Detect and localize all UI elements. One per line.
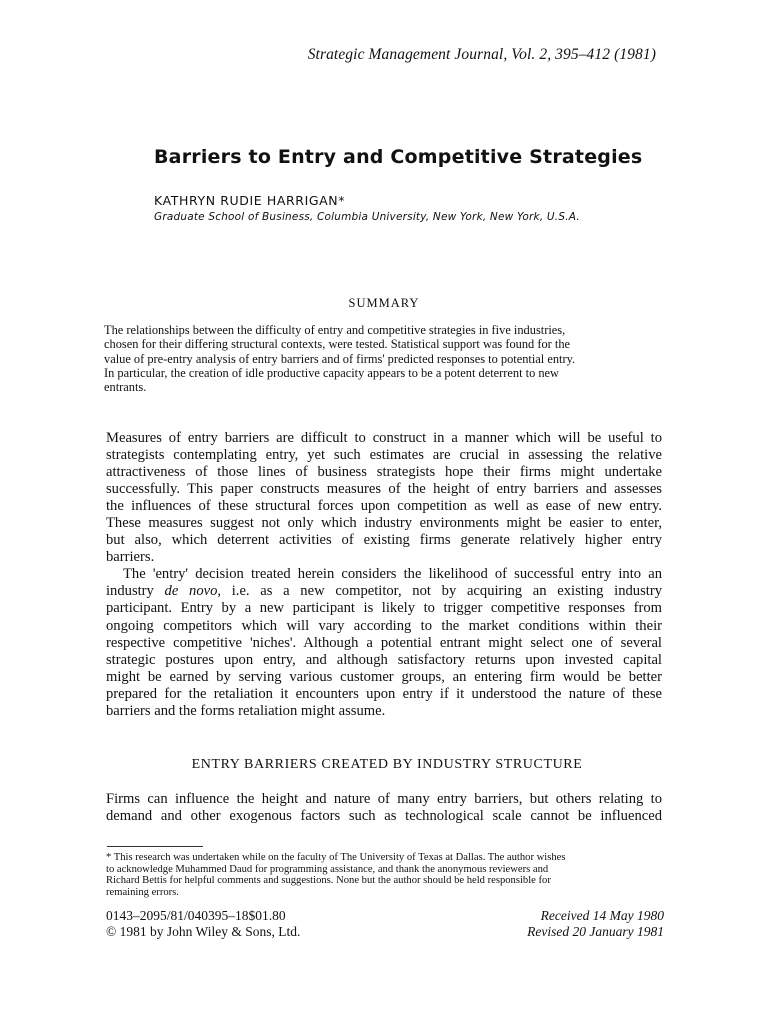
body-intro (106, 430, 662, 720)
abstract-line: In particular, the creation of idle productive capacity appears to be a potent deterrent to new (104, 365, 560, 380)
paragraph2-line: respective competitive 'niches'. Although a potential entrant might select one of several (106, 634, 662, 651)
footnote (106, 852, 664, 899)
paragraph1-line: successfully. This paper constructs measures of the height of entry barriers and assesses (106, 481, 662, 498)
abstract-line: chosen for their differing structural contexts, were tested. Statistical support was found for the (104, 337, 571, 352)
abstract-line: The relationships between the difficulty of entry and competitive strategies in five industries, (104, 323, 566, 337)
summary-heading: SUMMARY (348, 296, 420, 310)
revised-date: Revised 20 January 1981 (527, 924, 664, 939)
paragraph1-line: barriers. (106, 549, 155, 566)
journal-citation-header: Strategic Management Journal, Vol. 2, 395–412 (1981) (307, 46, 656, 63)
paragraph2-line: strategic postures upon entry, and although satisfactory returns upon invested capital (106, 651, 662, 668)
paragraph2-line: ongoing competitors which will vary according to the market conditions within their (106, 617, 662, 634)
paragraph1-line: attractiveness of those lines of business strategists hope their firms might undertake (106, 464, 662, 481)
footnote-line: Richard Bettis for helpful comments and suggestions. None but the author should be held responsible for (106, 875, 551, 887)
abstract-line: entrants. (104, 380, 147, 395)
paragraph3-line: demand and other exogenous factors such as technological scale cannot be influenced (106, 808, 662, 825)
footnote-line: to acknowledge Muhammed Daud for programming assistance, and thank the anonymous reviewers and (106, 863, 549, 875)
italic-term: de novo (164, 583, 218, 600)
text-run: industry (106, 583, 165, 600)
paragraph2-line: barriers and the forms retaliation might assume. (106, 702, 386, 719)
article-author: KATHRYN RUDIE HARRIGAN* (154, 193, 346, 208)
paragraph2-line (106, 583, 662, 600)
paragraph2-line: The 'entry' decision treated herein considers the likelihood of successful entry into an (123, 566, 662, 583)
paragraph1-line: These measures suggest not only which industry environments might be easier to enter, (106, 515, 662, 532)
copyright-notice: © 1981 by John Wiley & Sons, Ltd. (106, 924, 301, 939)
author-affiliation: Graduate School of Business, Columbia University, New York, New York, U.S.A. (154, 211, 580, 223)
received-date: Received 14 May 1980 (540, 908, 664, 923)
paragraph1-line: strategists contemplating entry, yet such estimates are crucial in assessing the relative (106, 447, 662, 464)
footnote-divider (107, 846, 203, 847)
paragraph2-line: prepared for the retaliation it encounters upon entry if it understood the nature of these (106, 685, 662, 702)
paragraph1-line: the influences of these structural forces upon competition as well as ease of new entry. (106, 498, 662, 515)
article-title: Barriers to Entry and Competitive Strategies (154, 146, 643, 168)
text-run: , i.e. as a new competitor, not by acquiring an existing industry (217, 583, 662, 600)
summary-abstract (104, 323, 660, 394)
paragraph1-line: but also, which deterrent activities of existing firms generate relatively higher entry (106, 532, 662, 549)
footnote-line: remaining errors. (106, 887, 179, 899)
publication-dates (527, 908, 664, 940)
footnote-line: * This research was undertaken while on the faculty of The University of Texas at Dallas. The author wishes (106, 852, 566, 863)
paragraph2-line: might be earned by serving various customer groups, an entering firm would be better (106, 668, 662, 685)
article-code: 0143–2095/81/040395–18$01.80 (106, 908, 286, 923)
body-section (106, 791, 662, 825)
paragraph3-line: Firms can influence the height and nature of many entry barriers, but others relating to (106, 791, 662, 807)
publication-info (106, 908, 300, 940)
section-heading: ENTRY BARRIERS CREATED BY INDUSTRY STRUCTURE (191, 757, 583, 772)
paragraph2-line: participant. Entry by a new participant is likely to trigger competitive responses from (106, 600, 662, 617)
paragraph1-line: Measures of entry barriers are difficult to construct in a manner which will be useful to (106, 430, 662, 446)
abstract-line: value of pre-entry analysis of entry barriers and of firms' predicted responses to potential entry. (104, 351, 576, 366)
